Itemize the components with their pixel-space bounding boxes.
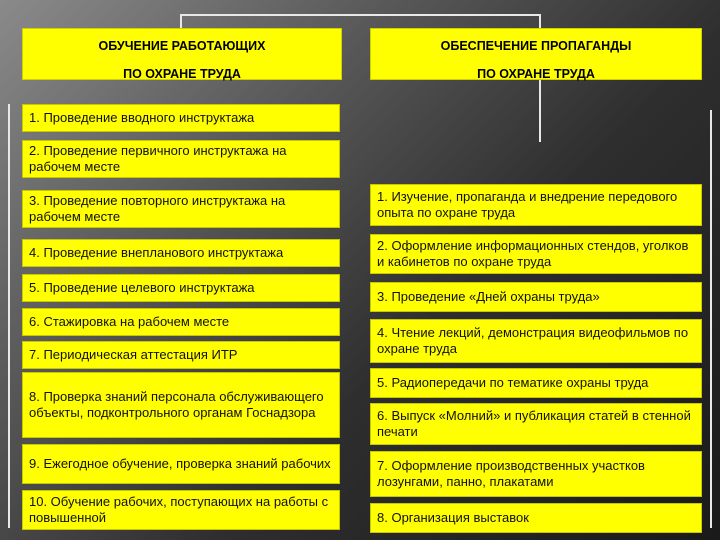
left-item-text: 5. Проведение целевого инструктажа — [29, 280, 255, 295]
connector-left-spine — [8, 104, 10, 528]
left-item-text: 1. Проведение вводного инструктажа — [29, 110, 255, 125]
right-item-text: 4. Чтение лекций, демонстрация видеофильмов по охране труда — [377, 325, 689, 356]
connector-top — [180, 14, 541, 16]
left-item — [22, 341, 340, 369]
left-header-line2: ПО ОХРАНЕ ТРУДА — [123, 67, 241, 81]
right-item-text: 3. Проведение «Дней охраны труда» — [377, 289, 600, 304]
right-item — [370, 319, 702, 363]
left-item-text: 8. Проверка знаний персонала обслуживающего объекты, подконтрольного органам Госнадзора — [29, 389, 324, 420]
right-item — [370, 368, 702, 398]
right-item — [370, 503, 702, 533]
left-item — [22, 140, 340, 178]
left-item — [22, 274, 340, 302]
right-item — [370, 234, 702, 274]
connector-right-branch — [539, 80, 541, 142]
left-item — [22, 104, 340, 132]
right-header — [370, 28, 702, 80]
left-item — [22, 490, 340, 530]
right-item — [370, 282, 702, 312]
left-header — [22, 28, 342, 80]
right-item-text: 1. Изучение, пропаганда и внедрение передового опыта по охране труда — [377, 189, 678, 220]
right-item-text: 5. Радиопередачи по тематике охраны труда — [377, 375, 649, 390]
right-item-text: 8. Организация выставок — [377, 510, 529, 525]
right-item — [370, 451, 702, 497]
left-item — [22, 372, 340, 438]
left-item — [22, 239, 340, 267]
left-item — [22, 308, 340, 336]
right-item — [370, 403, 702, 445]
left-item-text: 3. Проведение повторного инструктажа на рабочем месте — [29, 193, 286, 224]
right-item-text: 2. Оформление информационных стендов, уголков и кабинетов по охране труда — [377, 238, 689, 269]
left-item-text: 10. Обучение рабочих, поступающих на работы с повышенной — [29, 494, 329, 525]
left-item-text: 2. Проведение первичного инструктажа на рабочем месте — [29, 143, 287, 174]
right-header-line1: ОБЕСПЕЧЕНИЕ ПРОПАГАНДЫ — [440, 39, 632, 53]
left-item-text: 7. Периодическая аттестация ИТР — [29, 347, 238, 362]
left-item-text: 4. Проведение внепланового инструктажа — [29, 245, 284, 260]
left-item-text: 6. Стажировка на рабочем месте — [29, 314, 230, 329]
right-header-line2: ПО ОХРАНЕ ТРУДА — [477, 67, 595, 81]
right-item — [370, 184, 702, 226]
left-item — [22, 190, 340, 228]
left-header-line1: ОБУЧЕНИЕ РАБОТАЮЩИХ — [98, 39, 266, 53]
right-item-text: 7. Оформление производственных участков лозунгами, панно, плакатами — [377, 458, 645, 489]
left-item — [22, 444, 340, 484]
left-item-text: 9. Ежегодное обучение, проверка знаний рабочих — [29, 456, 331, 471]
connector-right-spine — [710, 110, 712, 528]
right-item-text: 6. Выпуск «Молний» и публикация статей в стенной печати — [377, 408, 691, 439]
